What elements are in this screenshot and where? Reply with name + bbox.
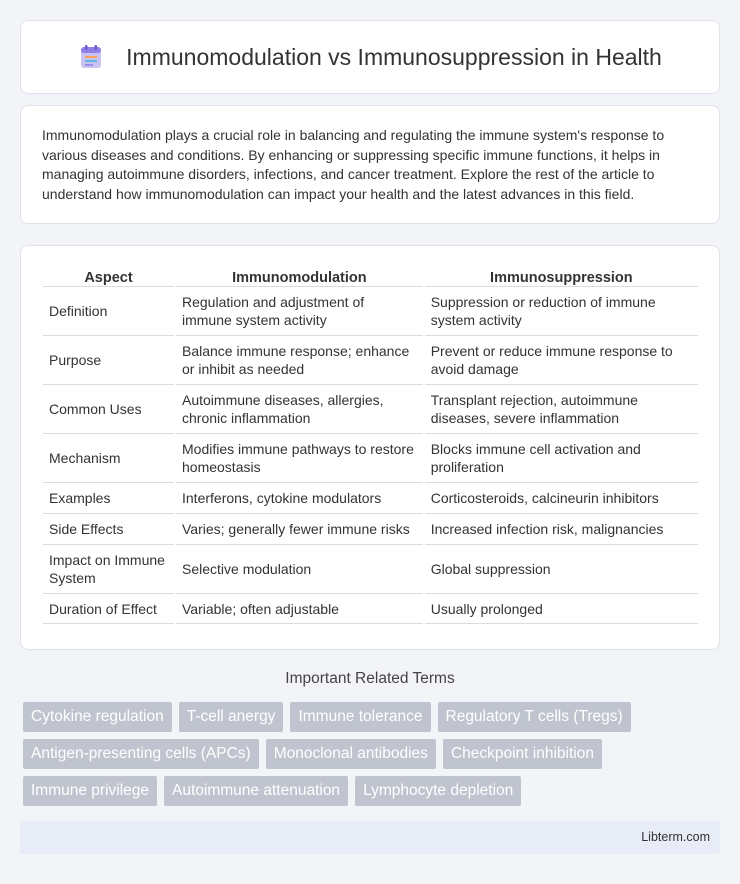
header-immunomodulation: Immunomodulation xyxy=(232,270,367,286)
related-term-tag[interactable]: Immune tolerance xyxy=(290,702,430,732)
table-row xyxy=(43,593,698,624)
table-row xyxy=(43,335,698,384)
table-cell-aspect: Purpose xyxy=(43,335,174,384)
related-term-tag[interactable]: Monoclonal antibodies xyxy=(266,739,436,769)
related-term-tag[interactable]: Immune privilege xyxy=(23,776,157,806)
intro-card xyxy=(20,105,720,224)
table-cell: Corticosteroids, calcineurin inhibitors xyxy=(425,482,698,513)
table-row xyxy=(43,433,698,482)
related-term-tag[interactable]: Checkpoint inhibition xyxy=(443,739,602,769)
table-cell-aspect: Definition xyxy=(43,286,174,335)
table-cell-aspect: Side Effects xyxy=(43,513,174,544)
related-term-tag[interactable]: Cytokine regulation xyxy=(23,702,172,732)
comparison-table xyxy=(41,266,700,624)
table-cell: Increased infection risk, malignancies xyxy=(425,513,698,544)
related-term-tag[interactable]: Autoimmune attenuation xyxy=(164,776,348,806)
table-row xyxy=(43,482,698,513)
table-cell: Modifies immune pathways to restore homeostasis xyxy=(176,433,423,482)
table-row xyxy=(43,384,698,433)
table-row xyxy=(43,286,698,335)
table-cell-aspect: Impact on Immune System xyxy=(43,544,174,593)
footer xyxy=(20,821,720,854)
intro-text: Immunomodulation plays a crucial role in balancing and regulating the immune system's response to various diseases and conditions. By enhancing or suppressing specific immune functions, it helps in managing autoimmune disorders, infections, and cancer treatment. Explore the rest of the article to understand how immunomodulation can impact your health and the latest advances in this field. xyxy=(42,127,665,202)
title-card xyxy=(20,20,720,94)
header-immunosuppression: Immunosuppression xyxy=(490,270,633,286)
document-icon xyxy=(78,44,104,70)
table-cell-aspect: Mechanism xyxy=(43,433,174,482)
table-cell: Balance immune response; enhance or inhibit as needed xyxy=(176,335,423,384)
related-term-tag[interactable]: Lymphocyte depletion xyxy=(355,776,521,806)
table-cell: Usually prolonged xyxy=(425,593,698,624)
table-cell: Transplant rejection, autoimmune diseases, severe inflammation xyxy=(425,384,698,433)
page-title: Immunomodulation vs Immunosuppression in Health xyxy=(126,43,662,70)
table-row xyxy=(43,544,698,593)
table-cell-aspect: Examples xyxy=(43,482,174,513)
comparison-card xyxy=(20,245,720,650)
table-cell: Variable; often adjustable xyxy=(176,593,423,624)
header-aspect: Aspect xyxy=(84,270,133,286)
table-cell: Interferons, cytokine modulators xyxy=(176,482,423,513)
table-cell: Regulation and adjustment of immune system activity xyxy=(176,286,423,335)
table-row xyxy=(43,513,698,544)
related-term-tag[interactable]: Antigen-presenting cells (APCs) xyxy=(23,739,259,769)
related-terms-list xyxy=(23,702,723,813)
table-cell: Autoimmune diseases, allergies, chronic inflammation xyxy=(176,384,423,433)
table-cell: Global suppression xyxy=(425,544,698,593)
related-term-tag[interactable]: T-cell anergy xyxy=(179,702,284,732)
table-cell-aspect: Duration of Effect xyxy=(43,593,174,624)
table-cell: Prevent or reduce immune response to avoid damage xyxy=(425,335,698,384)
footer-brand-link[interactable]: Libterm.com xyxy=(641,830,710,844)
table-cell: Varies; generally fewer immune risks xyxy=(176,513,423,544)
related-terms-title: Important Related Terms xyxy=(285,670,455,687)
table-cell-aspect: Common Uses xyxy=(43,384,174,433)
table-cell: Blocks immune cell activation and proliferation xyxy=(425,433,698,482)
table-cell: Suppression or reduction of immune system activity xyxy=(425,286,698,335)
related-term-tag[interactable]: Regulatory T cells (Tregs) xyxy=(438,702,631,732)
table-cell: Selective modulation xyxy=(176,544,423,593)
